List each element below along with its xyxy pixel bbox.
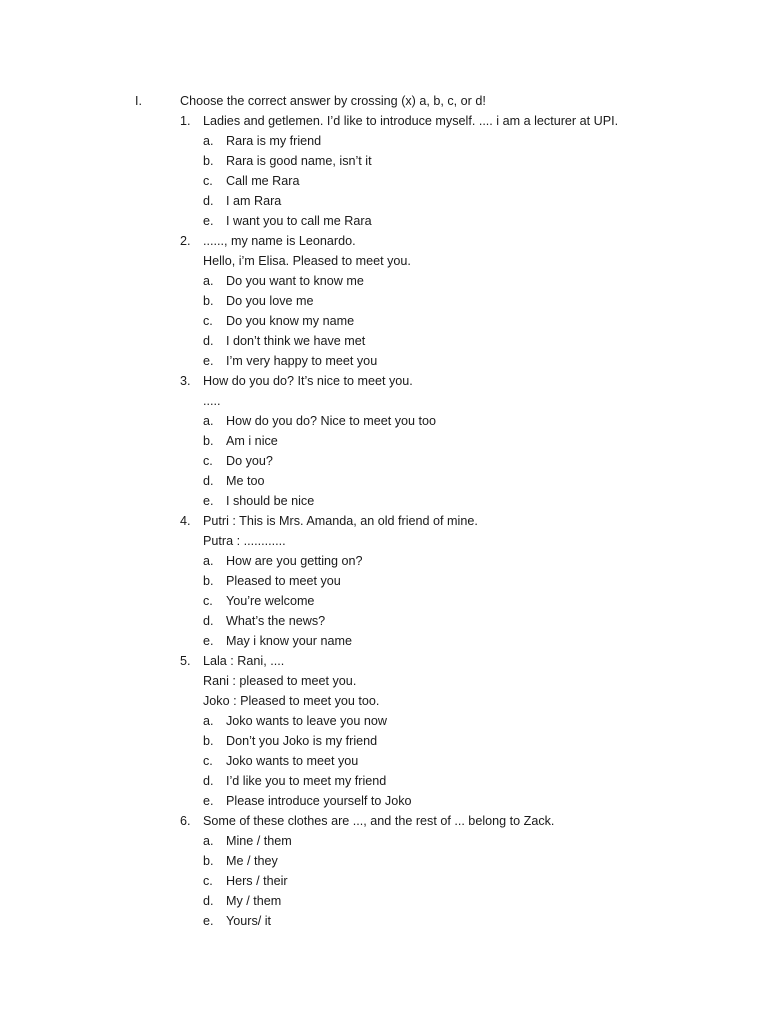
option-letter: c. (203, 314, 213, 328)
question-number: 3. (180, 374, 191, 388)
option-text: How are you getting on? (226, 554, 363, 568)
option-text: May i know your name (226, 634, 352, 648)
question-number: 6. (180, 814, 191, 828)
option-letter: c. (203, 454, 213, 468)
question-text: Putra : ............ (203, 534, 286, 548)
option-letter: e. (203, 634, 214, 648)
option-letter: e. (203, 214, 214, 228)
option-text: Do you? (226, 454, 273, 468)
question-text: Rani : pleased to meet you. (203, 674, 357, 688)
option-text: Call me Rara (226, 174, 300, 188)
option-text: I am Rara (226, 194, 282, 208)
option-letter: e. (203, 914, 214, 928)
option-letter: d. (203, 194, 214, 208)
option-text: Rara is my friend (226, 134, 322, 148)
option-text: Am i nice (226, 434, 278, 448)
option-letter: b. (203, 854, 214, 868)
option-letter: d. (203, 334, 214, 348)
question-text: ..... (203, 394, 221, 408)
option-text: I’m very happy to meet you (226, 354, 378, 368)
option-text: Joko wants to meet you (226, 754, 359, 768)
option-letter: c. (203, 594, 213, 608)
option-letter: e. (203, 354, 214, 368)
option-letter: e. (203, 494, 214, 508)
option-text: I should be nice (226, 494, 315, 508)
option-letter: d. (203, 894, 214, 908)
question-text: Joko : Pleased to meet you too. (203, 694, 380, 708)
question-number: 4. (180, 514, 191, 528)
option-text: What’s the news? (226, 614, 326, 628)
section-instruction: Choose the correct answer by crossing (x) a, b, c, or d! (180, 94, 486, 108)
option-letter: b. (203, 434, 214, 448)
question-number: 5. (180, 654, 191, 668)
option-text: Me / they (226, 854, 278, 868)
question-text: ......, my name is Leonardo. (203, 234, 356, 248)
option-letter: a. (203, 274, 214, 288)
option-text: I’d like you to meet my friend (226, 774, 387, 788)
option-text: Mine / them (226, 834, 292, 848)
option-letter: b. (203, 734, 214, 748)
option-text: Don’t you Joko is my friend (226, 734, 378, 748)
option-letter: e. (203, 794, 214, 808)
option-text: Rara is good name, isn’t it (226, 154, 372, 168)
option-letter: d. (203, 614, 214, 628)
option-text: Yours/ it (226, 914, 272, 928)
question-text: Ladies and getlemen. I’d like to introduce myself. .... i am a lecturer at UPI. (203, 114, 619, 128)
option-letter: d. (203, 774, 214, 788)
option-letter: d. (203, 474, 214, 488)
option-letter: b. (203, 154, 214, 168)
option-letter: c. (203, 754, 213, 768)
option-text: How do you do? Nice to meet you too (226, 414, 437, 428)
option-text: I don’t think we have met (226, 334, 366, 348)
option-letter: c. (203, 174, 213, 188)
option-text: Do you love me (226, 294, 314, 308)
option-text: Joko wants to leave you now (226, 714, 388, 728)
option-text: I want you to call me Rara (226, 214, 372, 228)
question-text: Some of these clothes are ..., and the rest of ... belong to Zack. (203, 814, 555, 828)
option-text: Do you know my name (226, 314, 355, 328)
question-text: Putri : This is Mrs. Amanda, an old friend of mine. (203, 514, 478, 528)
option-text: Me too (226, 474, 265, 488)
section-number: I. (135, 94, 142, 108)
option-letter: a. (203, 714, 214, 728)
option-letter: a. (203, 554, 214, 568)
question-text: How do you do? It’s nice to meet you. (203, 374, 413, 388)
option-letter: b. (203, 294, 214, 308)
option-text: Please introduce yourself to Joko (226, 794, 412, 808)
option-text: Pleased to meet you (226, 574, 341, 588)
question-text: Hello, i’m Elisa. Pleased to meet you. (203, 254, 411, 268)
question-number: 2. (180, 234, 191, 248)
option-text: Do you want to know me (226, 274, 364, 288)
option-text: You’re welcome (226, 594, 315, 608)
option-letter: a. (203, 834, 214, 848)
option-text: Hers / their (226, 874, 288, 888)
option-letter: b. (203, 574, 214, 588)
option-letter: a. (203, 134, 214, 148)
option-letter: a. (203, 414, 214, 428)
question-number: 1. (180, 114, 191, 128)
option-letter: c. (203, 874, 213, 888)
question-text: Lala : Rani, .... (203, 654, 285, 668)
option-text: My / them (226, 894, 282, 908)
